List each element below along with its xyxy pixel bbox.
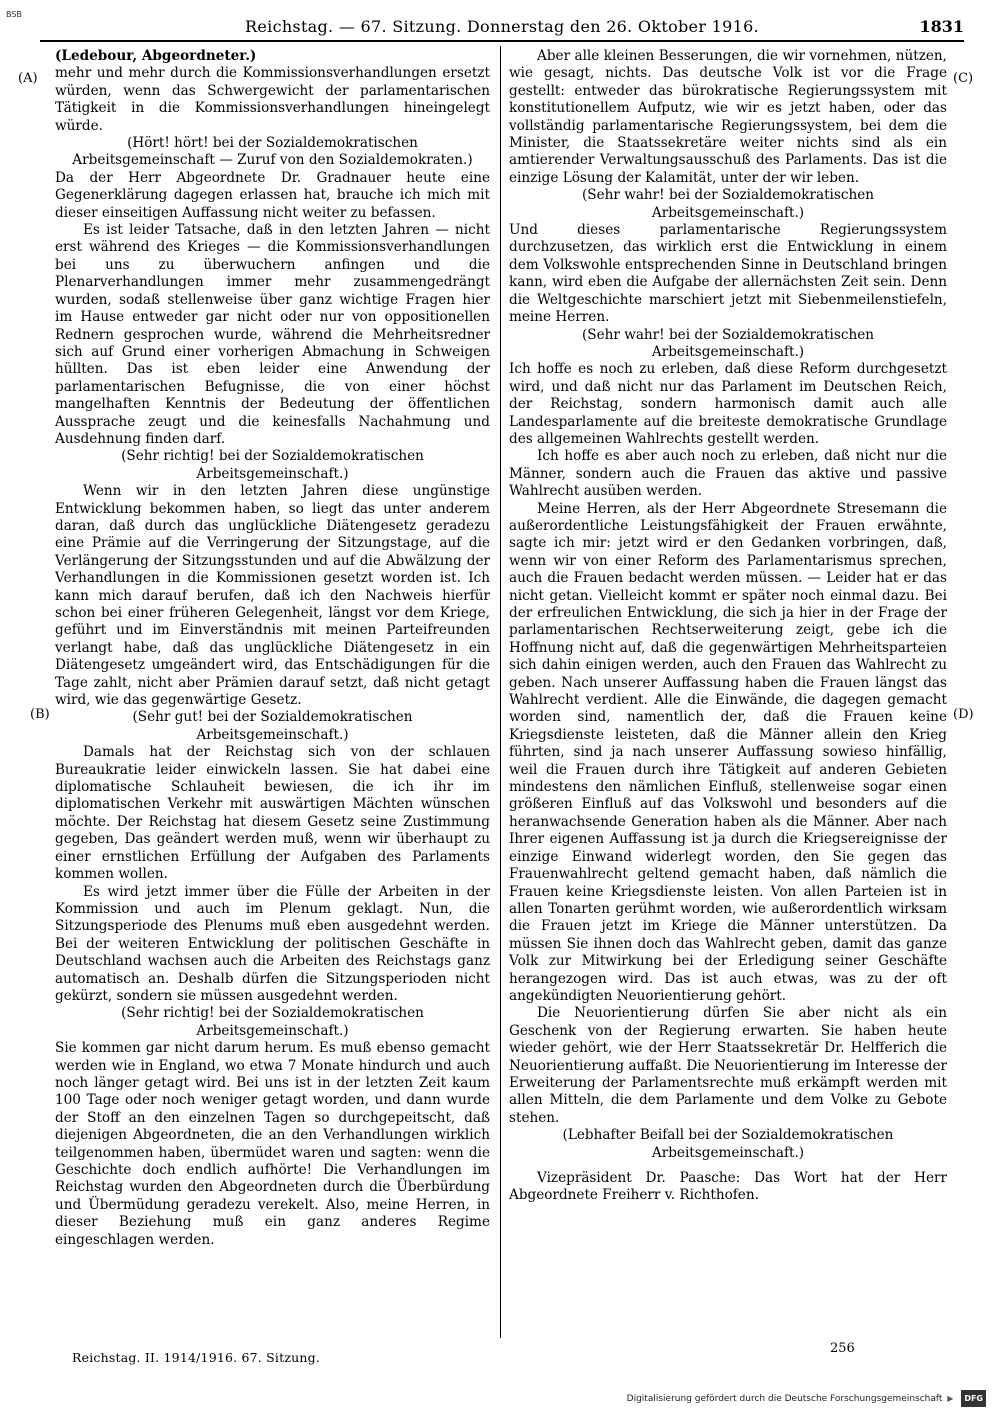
paragraph: Meine Herren, als der Herr Abgeordnete Stresemann die außerordentliche Leistungsfähigkeit der Frauen erwähnte, sagte ich mir: jetzt wird er den Gedanken vorbringen, daß, wenn wir von einer Reform des Parlamentarismus sprechen, auch die Frauen bedacht werden müssen. — Leider hat er das nicht getan. Vielleicht kommt er später noch einmal dazu. Bei der erfreulichen Entwicklung, die sich ja hier in der Frage der parlamentarischen Rechtserweiterung zeigt, gebe ich die Hoffnung nicht auf, daß die gegenwärtigen Mehrheitsparteien sich dahin einigen werden, auch den Frauen das Wahlrecht zu geben. Nach unserer Auffassung haben die Frauen längst das Wahlrecht verdient. Alle die Einwände, die dagegen gemacht worden sind, namentlich der, daß die Frauen keine Kriegsdienste leisteten, daß die Männer allein den Krieg führten, sind ja nach unserer Auffassung sowieso hinfällig, weil die Frauen durch ihre Tätigkeit auf anderen Gebieten mindestens den nämlichen Einfluß, stellenweise sogar einen größeren Einfluß auf das Volkswohl und besonders auf die heranwachsende Generation haben als die Männer. Aber nach Ihrer eigenen Auffassung ist ja durch die Kriegsereignisse der einzige Einwand widerlegt worden, den Sie gegen das Frauenwahlrecht geltend gemacht haben, daß nämlich die Frauen keine Kriegsdienste leisten. Von allen Parteien ist in allen Tonarten gerühmt worden, wie außerordentlich wirksam die Frauen jetzt im Kriege die Männer unterstützen. Da müssen Sie ihnen doch das Wahlrecht geben, damit das ganze Volk zur Mitwirkung bei der Erledigung seiner Geschäfte herangezogen wird. Das ist auch etwas, was zu der oft angekündigten Neuorientierung gehört. <box>509 500 947 1004</box>
funding-note <box>627 1390 986 1408</box>
running-head: Reichstag. — 67. Sitzung. Donnerstag den 26. Oktober 1916. <box>245 17 759 36</box>
paragraph: Die Neuorientierung dürfen Sie aber nicht als ein Geschenk von der Regierung erwarten. Sie haben heute wieder gehört, wie der Herr Staatssekretär Dr. Helfferich die Neuorientierung auffaßt. Die Neuorientierung im Interesse der Erweiterung der Parlamentsrechte muß erkämpft werden mit allen Mitteln, die dem Parlamente und dem Volke zu Gebote stehen. <box>509 1005 947 1126</box>
paragraph: Es wird jetzt immer über die Fülle der Arbeiten in der Kommission und auch im Plenum geklagt. Nun, die Sitzungsperiode des Plenums muß eben ausgedehnt werden. Bei der weiteren Entwicklung der politischen Geschäfte in Deutschland wachsen auch die Arbeiten des Reichstags ganz automatisch an. Deshalb dürfen die Sitzungsperioden nicht gekürzt, sondern sie müssen ausgedehnt werden. <box>55 883 490 1004</box>
page-header <box>40 18 964 42</box>
margin-marker-d: (D) <box>953 707 974 722</box>
paragraph: Es ist leider Tatsache, daß in den letzten Jahren — nicht erst während des Krieges — die Kommissionsverhandlungen bei uns zu überwuchern anfingen und die Plenarverhandlungen immer mehr zusammengedrängt wurden, sodaß stellenweise über ganz wichtige Fragen hier im Hause entweder gar nicht oder nur von oppositionellen Rednern gesprochen wurde, während die Mehrheitsredner sich auf Grund einer vorherigen Abmachung in Schweigen hüllten. Das ist eben leider eine Anwendung der parlamentarischen Befugnisse, die von einer höchst mangelhaften Kenntnis der Bedeutung der öffentlichen Aussprache zeugt und die keinesfalls Nachahmung und Ausdehnung finden darf. <box>55 222 490 447</box>
paragraph: Und dieses parlamentarische Regierungssystem durchzusetzen, das wirklich erst die Entwicklung in einem dem Volkswohle entsprechenden Sinne in Deutschland bringen kann, wird eben die Aufgabe der allernächsten Zeit sein. Denn die Weltgeschichte marschiert jetzt mit Siebenmeilenstiefeln, meine Herren. <box>509 222 947 326</box>
paragraph: Ich hoffe es aber auch noch zu erleben, daß nicht nur die Männer, sondern auch die Frauen das aktive und passive Wahlrecht ausüben werden. <box>509 448 947 500</box>
header-rule <box>40 40 964 42</box>
speaker-paragraph: Vizepräsident Dr. Paasche: Das Wort hat der Herr Abgeordnete Freiherr v. Richthofen. <box>509 1170 947 1204</box>
paragraph: mehr und mehr durch die Kommissionsverhandlungen ersetzt würden, wenn das Schwergewicht der parlamentarischen Tätigkeit in die Kommissionsverhandlungen hineingelegt würde. <box>55 65 490 134</box>
footer-sheet-number: 256 <box>830 1341 855 1356</box>
margin-marker-a: (A) <box>18 71 38 86</box>
right-column <box>509 48 947 1205</box>
interjection: (Hört! hört! bei der Sozialdemokratischen Arbeitsgemeinschaft — Zuruf von den Sozialdemokraten.) <box>72 135 473 169</box>
speaker-label: (Ledebour, Abgeordneter.) <box>55 48 257 64</box>
paragraph: Ich hoffe es noch zu erleben, daß diese Reform durchgesetzt wird, und daß nicht nur das Parlament im Deutschen Reich, der Reichstag, sondern harmonisch damit auch alle Landesparlamente auf die breiteste demokratische Grundlage des allgemeinen Wahlrechts gestellt werden. <box>509 361 947 447</box>
interjection: (Sehr wahr! bei der Sozialdemokratischen Arbeitsgemeinschaft.) <box>581 187 875 221</box>
column-divider <box>500 46 501 1338</box>
paragraph: Aber alle kleinen Besserungen, die wir vornehmen, nützen, wie gesagt, nichts. Das deutsche Volk ist vor die Frage gestellt: entweder das bürokratische Regierungssystem mit konstitutionellem Aufputz, wie wir es jetzt haben, oder das vollständig parlamentarische Regierungssystem, bei dem die Minister, die Staatssekretäre weiter nichts sind als ein amtierender Verwaltungsausschuß des Parlaments. Das ist die einzige Lösung der Kalamität, unter der wir leben. <box>509 48 947 186</box>
margin-marker-b: (B) <box>30 707 50 722</box>
paragraph: Damals hat der Reichstag sich von der schlauen Bureaukratie leider einwickeln lassen. Sie hat dabei eine diplomatische Schlauheit bewiesen, die ich ihr im diplomatischen Verkehr mit auswärtigen Mächten wünschen möchte. Der Reichstag hat diesem Gesetz seine Zustimmung gegeben, Das geändert werden muß, wenn wir überhaupt zu einer ernstlichen Erfüllung der Aufgaben des Parlaments kommen wollen. <box>55 744 490 883</box>
paragraph: Wenn wir in den letzten Jahren diese ungünstige Entwicklung bekommen haben, so liegt das unter anderem daran, daß durch das unglückliche Diätengesetz geradezu eine Prämie auf die Verringerung der Sitzungstage, auf die Verlängerung der Sitzungsstunden und auf die Abwälzung der Verhandlungen in die Kommissionen gesetzt worden ist. Ich kann mich darauf berufen, daß ich den Nachweis hierfür schon bei einer früheren Gelegenheit, längst vor dem Kriege, geführt und im Einverständnis mit meinen Parteifreunden verlangt habe, daß das unglückliche Diätengesetz in ein Diätengesetz umgeändert wird, das Entschädigungen für die Tage zahlt, nicht aber Prämien darauf setzt, daß nicht getagt wird, wie das gegenwärtige Gesetz. <box>55 483 490 709</box>
interjection: (Sehr gut! bei der Sozialdemokratischen Arbeitsgemeinschaft.) <box>132 709 413 743</box>
left-column <box>55 48 490 1249</box>
interjection: (Sehr wahr! bei der Sozialdemokratischen Arbeitsgemeinschaft.) <box>581 326 875 360</box>
interjection: (Sehr richtig! bei der Sozialdemokratischen Arbeitsgemeinschaft.) <box>121 1005 424 1039</box>
footer-signature: Reichstag. II. 1914/1916. 67. Sitzung. <box>72 1350 320 1365</box>
page-number: 1831 <box>919 17 964 36</box>
library-mark: BSB <box>6 10 22 19</box>
paragraph: Da der Herr Abgeordnete Dr. Gradnauer heute eine Gegenerklärung dagegen erlassen hat, brauche ich mich mit dieser einseitigen Auffassung nicht weiter zu befassen. <box>55 169 490 221</box>
funding-text: Digitalisierung gefördert durch die Deutsche Forschungsgemeinschaft <box>626 1394 943 1404</box>
margin-marker-c: (C) <box>953 71 974 86</box>
dfg-logo: DFG <box>961 1390 986 1407</box>
info-icon: ▶ <box>947 1394 954 1403</box>
interjection: (Sehr richtig! bei der Sozialdemokratischen Arbeitsgemeinschaft.) <box>121 448 424 482</box>
interjection: (Lebhafter Beifall bei der Sozialdemokratischen Arbeitsgemeinschaft.) <box>562 1127 894 1161</box>
paragraph: Sie kommen gar nicht darum herum. Es muß ebenso gemacht werden wie in England, wo etwa 7 Monate hindurch und auch noch länger getagt wird. Bei uns ist in der letzten Zeit kaum 100 Tage oder noch weniger getagt worden, und dann wurde der Stoff an den einzelnen Tagen so durchgepeitscht, daß diejenigen Abgeordneten, die an den Verhandlungen wirklich teilgenommen haben, übermüdet waren und sagten: wenn die Geschichte doch endlich aufhörte! Die Verhandlungen im Reichstag wurden den Abgeordneten durch die Überbürdung und Übermüdung geradezu verekelt. Also, meine Herren, in dieser Beziehung muß ein ganz anderes Regime eingeschlagen werden. <box>55 1040 490 1248</box>
